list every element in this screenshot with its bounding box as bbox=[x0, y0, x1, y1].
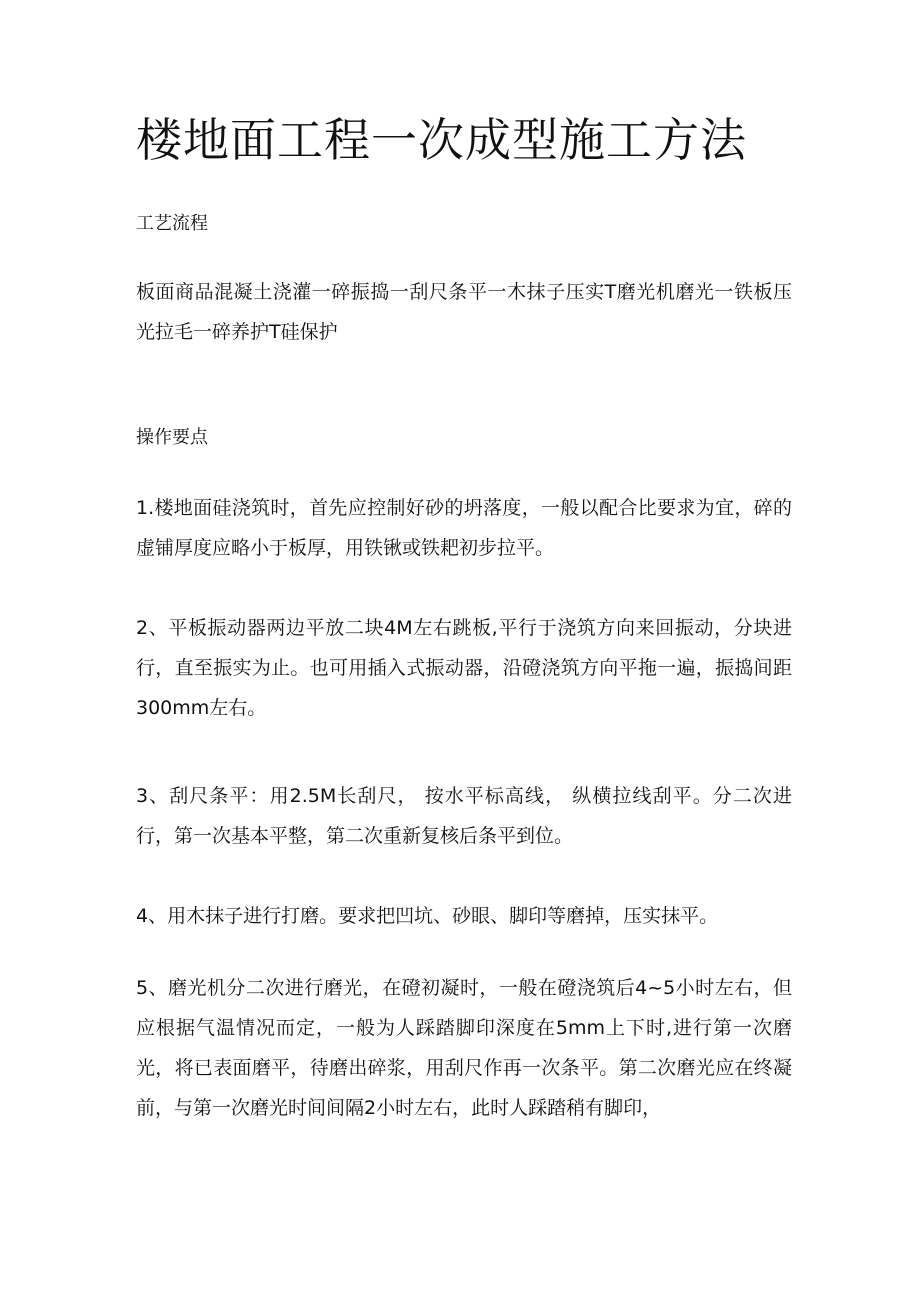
point-item: 4、用木抹子进行打磨。要求把凹坑、砂眼、脚印等磨掉，压实抹平。 bbox=[136, 905, 719, 927]
process-heading: 工艺流程 bbox=[136, 213, 208, 234]
point-item: 5、磨光机分二次进行磨光，在磴初凝时，一般在磴浇筑后4~5小时左右，但应根据气温情况而定，一般为人踩踏脚印深度在5mm上下时,进行第一次磨光，将已表面磨平，待磨出碎浆，用刮尺作再一次条平。第二次磨光应在终凝前，与第一次磨光时间间隔2小时左右，此时人踩踏稍有脚印， bbox=[136, 977, 792, 1119]
process-text: 板面商品混凝土浇灌一碎振捣一刮尺条平一木抹子压实T磨光机磨光一铁板压光拉毛一碎养护T硅保护 bbox=[136, 281, 792, 343]
point-item: 3、刮尺条平：用2.5M长刮尺， 按水平标高线， 纵横拉线刮平。分二次进行，第一次基本平整，第二次重新复核后条平到位。 bbox=[136, 785, 792, 847]
point-item: 2、平板振动器两边平放二块4M左右跳板,平行于浇筑方向来回振动，分块进行，直至振实为止。也可用插入式振动器，沿磴浇筑方向平拖一遍，振捣间距300mm左右。 bbox=[136, 617, 792, 719]
document-title: 楼地面工程一次成型施工方法 bbox=[136, 113, 747, 167]
key-points-heading: 操作要点 bbox=[136, 427, 208, 448]
point-item: 1.楼地面硅浇筑时，首先应控制好砂的坍落度，一般以配合比要求为宜，碎的虚铺厚度应略小于板厚，用铁锹或铁耙初步拉平。 bbox=[136, 497, 792, 559]
